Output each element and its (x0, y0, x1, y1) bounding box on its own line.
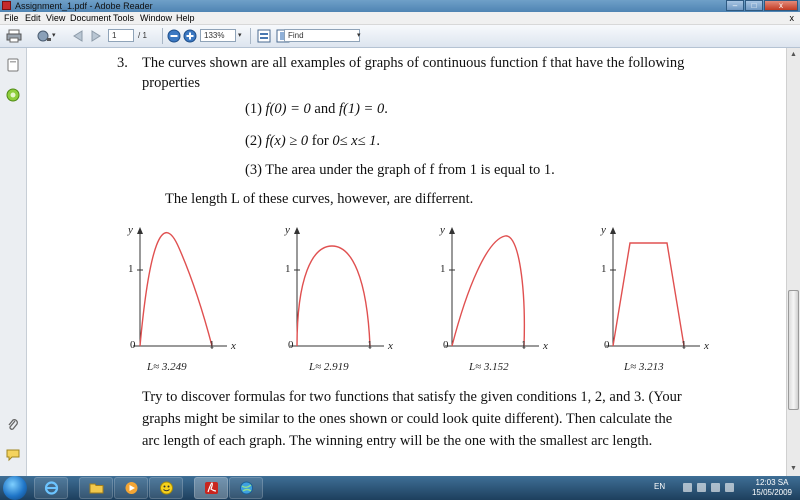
graph-4-tick-1-y: 1 (601, 263, 607, 275)
length-sentence: The length L of these curves, however, are differrent. (165, 191, 474, 207)
graphs-figure (27, 218, 786, 378)
graph-1-curve (140, 233, 212, 346)
task-line-2: graphs might be similar to the ones shown or could look quite different). Then calculate the (142, 411, 673, 427)
menu-bar (0, 12, 800, 25)
graph-2-tick-1-x: 1 (367, 339, 373, 351)
graph-2-curve (297, 246, 370, 346)
graph-3-caption: L≈ 3.152 (469, 361, 509, 373)
task-line-1: Try to discover formulas for two functions that satisfy the given conditions 1, 2, and 3. (Your (142, 389, 682, 405)
property-1: (1) f(0) = 0 and f(1) = 0. (245, 101, 388, 117)
menu-help[interactable]: Help (176, 13, 195, 23)
problem-number: 3. (117, 55, 128, 71)
zoom-in-icon[interactable] (182, 29, 198, 43)
navigation-pane (0, 48, 27, 476)
graph-2-y-arrow (294, 227, 300, 234)
graph-2-tick-1-y: 1 (285, 263, 291, 275)
find-input[interactable]: Find (284, 29, 360, 42)
internet-explorer-icon (44, 481, 59, 495)
taskbar-explorer[interactable] (79, 477, 113, 499)
scroll-thumb[interactable] (788, 290, 799, 410)
graph-2-x-label: x (388, 340, 393, 352)
graph-3-tick-1-y: 1 (440, 263, 446, 275)
graph-1 (133, 227, 227, 349)
system-tray (650, 476, 800, 500)
tools-dropdown-arrow[interactable]: ▾ (52, 32, 56, 39)
network-icon[interactable] (697, 483, 706, 492)
graph-3-y-arrow (449, 227, 455, 234)
graph-1-origin: 0 (130, 339, 136, 351)
fit-width-icon[interactable] (256, 29, 272, 43)
taskbar-messenger[interactable] (149, 477, 183, 499)
graph-4-caption: L≈ 3.213 (624, 361, 664, 373)
tray-arrow-icon[interactable] (683, 483, 692, 492)
graph-1-tick-1-x: 1 (209, 339, 215, 351)
graph-3-x-label: x (543, 340, 548, 352)
adobe-reader-icon (204, 481, 219, 495)
language-indicator[interactable]: EN (654, 482, 666, 491)
pages-icon[interactable] (6, 58, 20, 72)
close-document-button[interactable]: x (789, 13, 794, 23)
graph-3-curve (452, 236, 524, 346)
minimize-button[interactable]: – (726, 0, 744, 11)
taskbar-ie[interactable] (34, 477, 68, 499)
property-2: (2) f(x) ≥ 0 for 0≤ x≤ 1. (245, 133, 381, 149)
flag-icon[interactable] (711, 483, 720, 492)
graph-4-origin: 0 (604, 339, 610, 351)
graph-3-y-label: y (440, 224, 445, 236)
property-3: (3) The area under the graph of f from 1 is equal to 1. (245, 162, 555, 178)
problem-line-1: The curves shown are all examples of graphs of continuous function f that have the following (142, 55, 685, 71)
zoom-out-icon[interactable] (166, 29, 182, 43)
tools-icon[interactable] (36, 29, 52, 43)
graph-1-y-label: y (128, 224, 133, 236)
graph-2-y-label: y (285, 224, 290, 236)
graph-4 (606, 227, 700, 349)
paperclip-icon[interactable] (6, 418, 20, 432)
globe-icon (239, 481, 254, 495)
clock-time: 12:03 SA (755, 478, 789, 487)
zoom-level-field[interactable]: 133% (200, 29, 236, 42)
vertical-scrollbar[interactable] (786, 48, 800, 476)
menu-window[interactable]: Window (140, 13, 173, 23)
graph-4-y-arrow (610, 227, 616, 234)
window-title: Assignment_1.pdf - Adobe Reader (15, 1, 153, 11)
graph-4-y-label: y (601, 224, 606, 236)
taskbar-media-player[interactable] (114, 477, 148, 499)
menu-tools[interactable]: Tools (113, 13, 135, 23)
page-number-input[interactable]: 1 (108, 29, 134, 42)
print-icon[interactable] (6, 29, 22, 43)
adobe-reader-icon (2, 1, 11, 10)
graph-1-tick-1-y: 1 (128, 263, 134, 275)
graph-4-tick-1-x: 1 (681, 339, 687, 351)
graph-2-caption: L≈ 2.919 (309, 361, 349, 373)
previous-page-icon[interactable] (70, 29, 86, 43)
find-dropdown-arrow[interactable]: ▾ (357, 32, 361, 39)
graph-2 (290, 227, 384, 349)
graph-1-caption: L≈ 3.249 (147, 361, 187, 373)
menu-file[interactable]: File (4, 13, 19, 23)
media-player-icon (124, 481, 139, 495)
messenger-icon (159, 481, 174, 495)
clock[interactable] (752, 478, 792, 498)
scroll-down-arrow[interactable]: ▼ (790, 465, 797, 472)
clock-date: 15/05/2009 (751, 488, 792, 497)
menu-edit[interactable]: Edit (25, 13, 41, 23)
graph-4-curve (613, 243, 684, 346)
taskbar-adobe-reader[interactable] (194, 477, 228, 499)
graph-1-x-label: x (231, 340, 236, 352)
maximize-button[interactable]: □ (745, 0, 763, 11)
scroll-up-arrow[interactable]: ▲ (790, 51, 797, 58)
problem-line-2: properties (142, 75, 200, 91)
task-line-3: arc length of each graph. The winning entry will be the one with the smallest arc length. (142, 433, 653, 449)
toolbar (0, 25, 800, 48)
taskbar-ie-window[interactable] (229, 477, 263, 499)
next-page-icon[interactable] (88, 29, 104, 43)
graph-4-x-label: x (704, 340, 709, 352)
page-total: / 1 (138, 31, 147, 40)
zoom-dropdown-arrow[interactable]: ▾ (238, 32, 242, 39)
graph-1-y-arrow (137, 227, 143, 234)
graph-3 (445, 227, 539, 349)
graph-2-origin: 0 (288, 339, 294, 351)
folder-icon (89, 481, 104, 495)
title-bar (0, 0, 800, 12)
attachments-circle-icon[interactable] (6, 88, 20, 102)
graph-3-tick-1-x: 1 (521, 339, 527, 351)
volume-icon[interactable] (725, 483, 734, 492)
close-button[interactable]: x (764, 0, 798, 11)
menu-document[interactable]: Document (70, 13, 112, 23)
document-page (27, 48, 786, 476)
comments-icon[interactable] (6, 448, 20, 462)
windows-taskbar (0, 476, 800, 500)
graph-3-origin: 0 (443, 339, 449, 351)
start-button[interactable] (3, 476, 27, 500)
menu-view[interactable]: View (46, 13, 66, 23)
